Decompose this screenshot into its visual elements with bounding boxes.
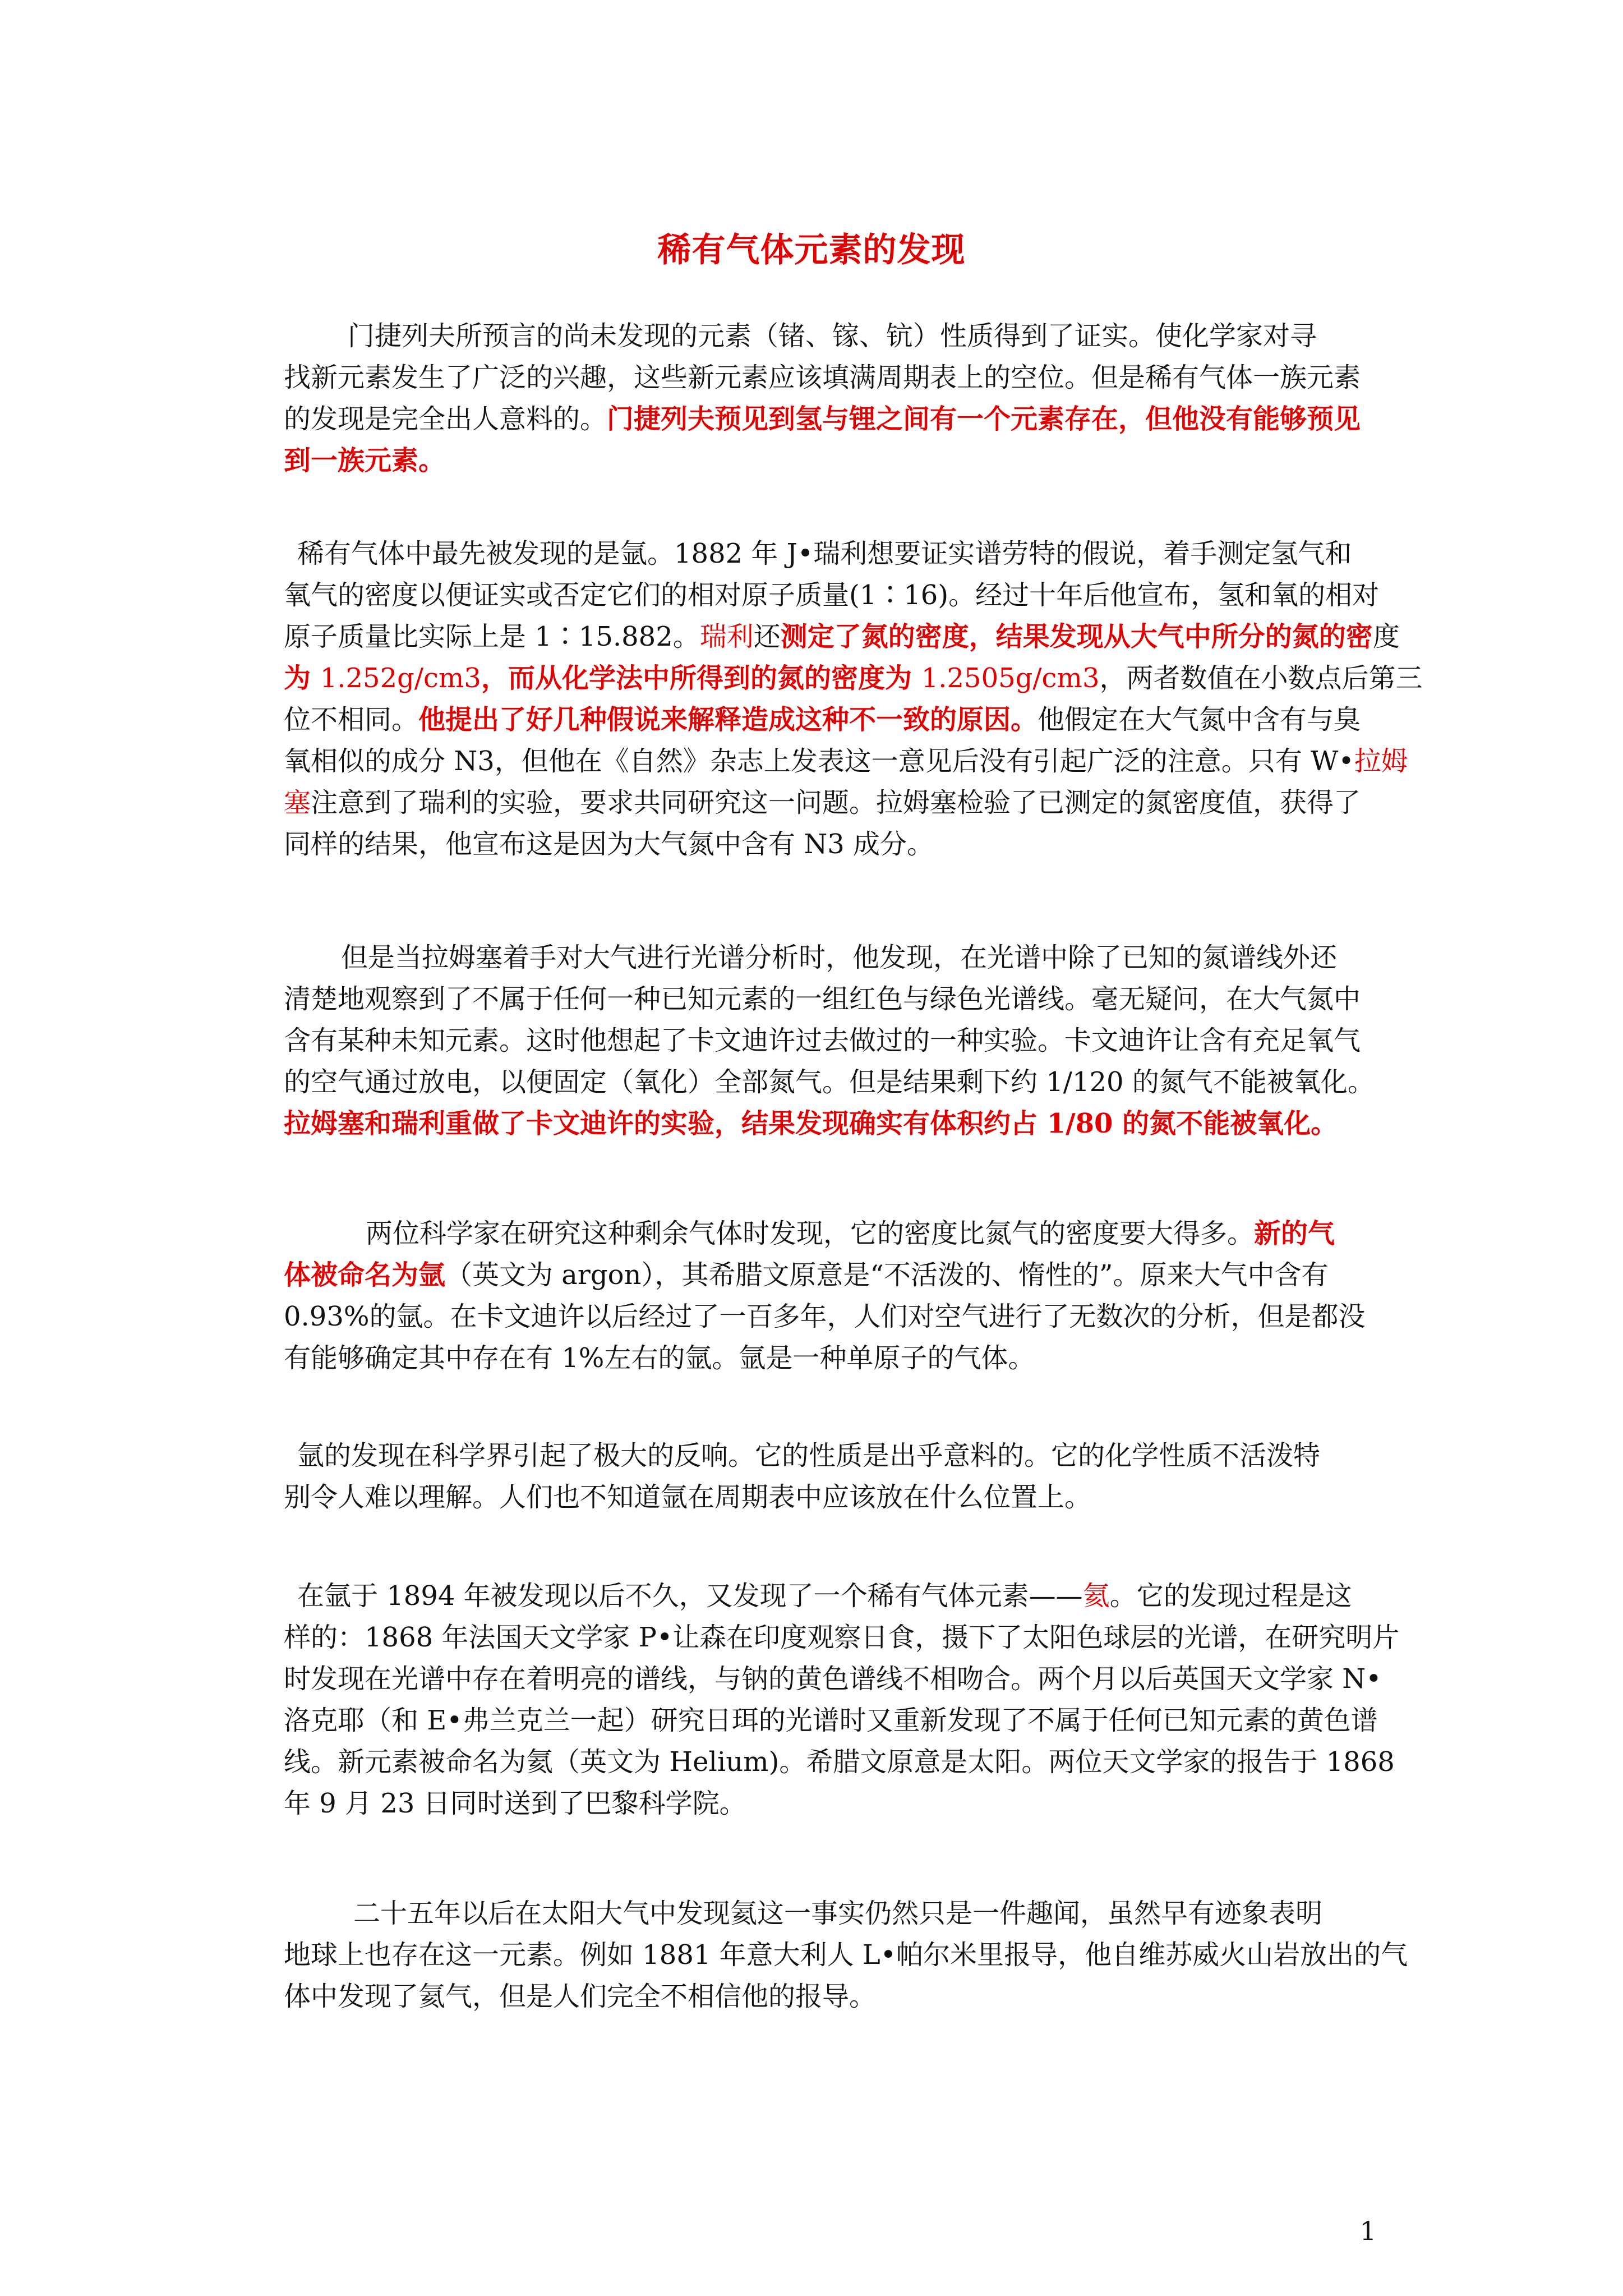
text-line bbox=[284, 1296, 1366, 1337]
text-line bbox=[284, 657, 1423, 699]
page-number: 1 bbox=[1359, 2216, 1376, 2246]
highlighted-text: 拉姆塞和瑞利重做了卡文迪许的实验，结果发现确实有体积约占 1/80 的氮不能被氧化。 bbox=[284, 1108, 1338, 1139]
text-line bbox=[284, 823, 934, 865]
text-run: 别令人难以理解。人们也不知道氩在周期表中应该放在什么位置上。 bbox=[284, 1481, 1092, 1513]
text-run: 两位科学家在研究这种剩余气体时发现，它的密度比氮气的密度要大得多。 bbox=[366, 1218, 1255, 1249]
text-run: 。它的发现过程是这 bbox=[1109, 1580, 1352, 1612]
text-line bbox=[348, 315, 1317, 357]
text-line bbox=[284, 357, 1361, 398]
highlighted-text: 1.252g/cm3 bbox=[320, 662, 481, 694]
highlighted-text: 体被命名为氩 bbox=[284, 1259, 446, 1291]
text-line bbox=[284, 440, 445, 481]
highlighted-text: 1.2505g/cm3 bbox=[921, 662, 1100, 694]
text-run: 但是当拉姆塞着手对大气进行光谱分析时，他发现，在光谱中除了已知的氮谱线外还 bbox=[341, 942, 1338, 973]
highlighted-text: 门捷列夫预见到氢与锂之间有一个元素存在，但他没有能够预见 bbox=[607, 403, 1361, 435]
text-run: 的空气通过放电，以便固定（氧化）全部氮气。但是结果剩下约 1/120 的氮气不能被氧化。 bbox=[284, 1066, 1375, 1098]
highlighted-text: ，而从化学法中所得到的氮的密度为 bbox=[481, 662, 921, 694]
text-run: （英文为 argon），其希腊文原意是“不活泼的、惰性的”。原来大气中含有 bbox=[445, 1259, 1329, 1291]
highlighted-text: 拉姆 bbox=[1354, 746, 1408, 777]
highlighted-text: 测定了氮的密度，结果发现从大气中所分的氮的密 bbox=[780, 621, 1373, 652]
text-line bbox=[284, 978, 1361, 1020]
highlighted-text: 塞 bbox=[284, 787, 311, 818]
text-line bbox=[284, 740, 1408, 782]
text-line bbox=[284, 782, 1361, 823]
text-run: 在氩于 1894 年被发现以后不久，又发现了一个稀有气体元素—— bbox=[297, 1580, 1083, 1612]
text-run: 时发现在光谱中存在着明亮的谱线，与钠的黄色谱线不相吻合。两个月以后英国天文学家 N• bbox=[284, 1663, 1382, 1695]
text-run: 的发现是完全出人意料的。 bbox=[284, 403, 607, 435]
text-line bbox=[284, 1020, 1361, 1061]
text-run: 氧相似的成分 N3，但他在《自然》杂志上发表这一意见后没有引起广泛的注意。只有 W• bbox=[284, 746, 1354, 777]
text-line bbox=[284, 1254, 1328, 1296]
text-line bbox=[297, 533, 1352, 574]
text-line bbox=[297, 1575, 1352, 1617]
highlighted-text: 他提出了好几种假说来解释造成这种不一致的原因。 bbox=[418, 704, 1038, 735]
text-run: 度 bbox=[1372, 621, 1400, 652]
text-line bbox=[284, 1934, 1408, 1976]
text-run: 找新元素发生了广泛的兴趣，这些新元素应该填满周期表上的空位。但是稀有气体一族元素 bbox=[284, 362, 1361, 393]
text-run: 他假定在大气氮中含有与臭 bbox=[1038, 704, 1361, 735]
text-line bbox=[353, 1893, 1322, 1934]
text-run: 有能够确定其中存在有 1%左右的氩。氩是一种单原子的气体。 bbox=[284, 1342, 1035, 1374]
text-line bbox=[284, 398, 1361, 440]
text-line bbox=[284, 1476, 1091, 1518]
text-line bbox=[284, 1061, 1375, 1103]
text-run: 原子质量比实际上是 1∶15.882。 bbox=[284, 621, 700, 652]
text-line bbox=[284, 1700, 1378, 1741]
text-line bbox=[284, 699, 1361, 740]
text-run: ，两者数值在小数点后第三 bbox=[1099, 662, 1423, 694]
text-line bbox=[284, 1617, 1399, 1658]
text-line bbox=[284, 616, 1400, 657]
text-run: 稀有气体中最先被发现的是氩。1882 年 J•瑞利想要证实谱劳特的假说，着手测定氢气和 bbox=[297, 538, 1352, 569]
text-run: 二十五年以后在太阳大气中发现氦这一事实仍然只是一件趣闻，虽然早有迹象表明 bbox=[353, 1898, 1323, 1929]
text-run: 洛克耶（和 E•弗兰克兰一起）研究日珥的光谱时又重新发现了不属于任何已知元素的黄色谱 bbox=[284, 1705, 1378, 1736]
text-line bbox=[341, 937, 1337, 978]
text-run: 线。新元素被命名为氦（英文为 Helium)。希腊文原意是太阳。两位天文学家的报告于 1868 bbox=[284, 1746, 1395, 1778]
text-run: 门捷列夫所预言的尚未发现的元素（锗、镓、钪）性质得到了证实。使化学家对寻 bbox=[348, 320, 1317, 352]
text-line bbox=[284, 1976, 876, 2017]
text-line bbox=[297, 1435, 1320, 1476]
highlighted-text: 瑞利 bbox=[699, 621, 754, 652]
text-line bbox=[284, 1658, 1382, 1700]
highlighted-text: 到一族元素。 bbox=[284, 445, 446, 476]
text-run: 清楚地观察到了不属于任何一种已知元素的一组红色与绿色光谱线。毫无疑问，在大气氮中 bbox=[284, 983, 1361, 1015]
text-run: 还 bbox=[753, 621, 781, 652]
highlighted-text: 氦 bbox=[1082, 1580, 1110, 1612]
text-line bbox=[284, 1741, 1395, 1783]
text-run: 氩的发现在科学界引起了极大的反响。它的性质是出乎意料的。它的化学性质不活泼特 bbox=[297, 1440, 1321, 1471]
text-run: 0.93%的氩。在卡文迪许以后经过了一百多年，人们对空气进行了无数次的分析，但是都没 bbox=[284, 1301, 1366, 1332]
text-run: 同样的结果，他宣布这是因为大气氮中含有 N3 成分。 bbox=[284, 829, 934, 860]
text-line bbox=[284, 1103, 1338, 1144]
text-run: 样的：1868 年法国天文学家 P•让森在印度观察日食，摄下了太阳色球层的光谱，在研究明片 bbox=[284, 1622, 1400, 1653]
highlighted-text: 为 bbox=[284, 662, 320, 694]
text-run: 注意到了瑞利的实验，要求共同研究这一问题。拉姆塞检验了已测定的氮密度值，获得了 bbox=[311, 787, 1361, 818]
text-run: 含有某种未知元素。这时他想起了卡文迪许过去做过的一种实验。卡文迪许让含有充足氧气 bbox=[284, 1025, 1361, 1056]
text-line bbox=[284, 1783, 746, 1824]
text-run: 年 9 月 23 日同时送到了巴黎科学院。 bbox=[284, 1788, 746, 1819]
highlighted-text: 新的气 bbox=[1254, 1218, 1335, 1249]
text-run: 氧气的密度以便证实或否定它们的相对原子质量(1∶16)。经过十年后他宣布，氢和氧的相对 bbox=[284, 579, 1380, 611]
text-line bbox=[284, 574, 1379, 616]
text-line bbox=[366, 1213, 1335, 1254]
text-run: 位不相同。 bbox=[284, 704, 419, 735]
document-title: 稀有气体元素的发现 bbox=[657, 231, 966, 270]
text-run: 地球上也存在这一元素。例如 1881 年意大利人 L•帕尔米里报导，他自维苏威火山岩放出的气 bbox=[284, 1939, 1408, 1971]
text-line bbox=[284, 1337, 1035, 1379]
text-run: 体中发现了氦气，但是人们完全不相信他的报导。 bbox=[284, 1981, 877, 2012]
